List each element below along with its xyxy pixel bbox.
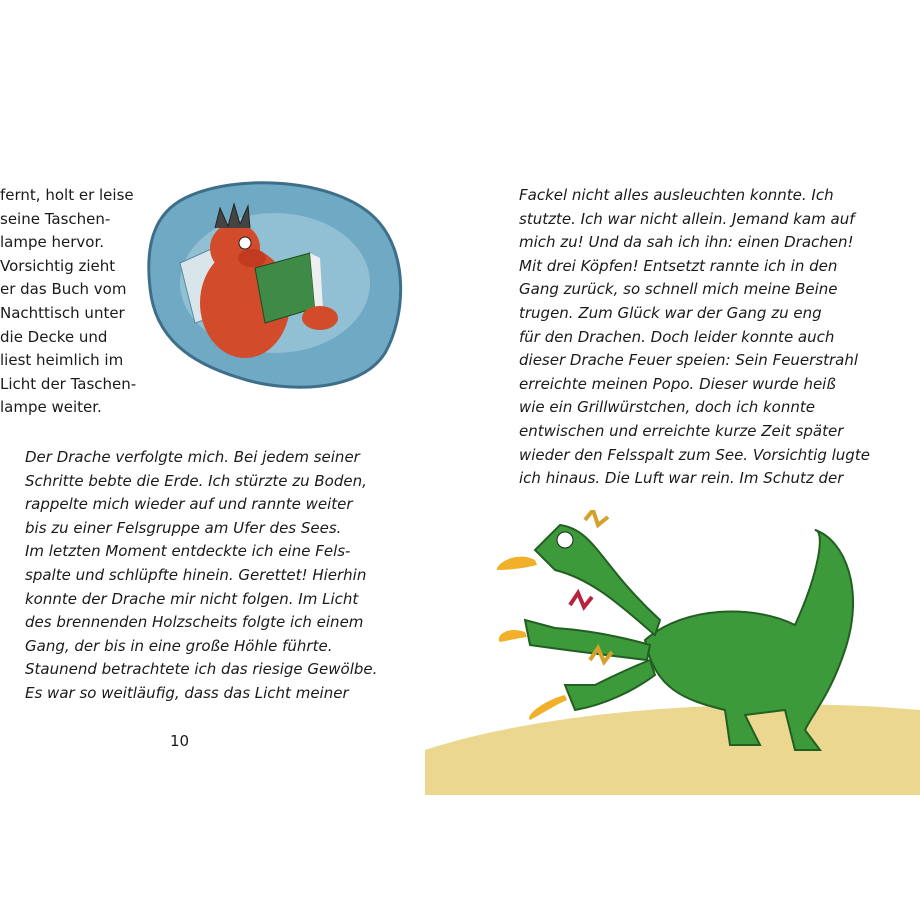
text-line: Fackel nicht alles ausleuchten konnte. Ich [519,186,834,204]
text-line: liest heimlich im [0,351,124,370]
text-line: seine Taschen- [0,209,111,228]
text-line: Im letzten Moment entdeckte ich eine Fels- [25,542,351,561]
text-line: wie ein Grillwürstchen, doch ich konnte [519,398,815,417]
text-line: rappelte mich wieder auf und rannte weiter [25,495,353,514]
text-line: Gang zurück, so schnell mich meine Beine [519,280,838,299]
text-line: für den Drachen. Doch leider konnte auch [519,327,835,346]
text-line: des brennenden Holzscheits folgte ich einem [25,613,364,632]
text-line: ich hinaus. Die Luft war rein. Im Schutz der [519,469,844,488]
text-line: lampe hervor. [0,233,105,252]
text-line: wieder den Felsspalt zum See. Vorsichtig lugte [519,445,870,464]
three-headed-dragon-illustration [425,510,920,800]
text-line: Licht der Taschen- [0,374,137,393]
text-line: dieser Drache Feuer speien: Sein Feuerstrahl [519,351,859,370]
wrap-text [0,184,136,420]
text-line: konnte der Drache mir nicht folgen. Im Licht [25,589,359,608]
text-line: Es war so weitläufig, dass das Licht meiner [25,683,349,702]
reading-child-illustration [145,178,410,393]
text-line: Gang, der bis in eine große Höhle führte. [25,636,333,655]
text-line: Schritte bebte die Erde. Ich stürzte zu Boden, [25,471,367,490]
page-number: 10 [170,732,190,750]
text-line: stutzte. Ich war nicht allein. Jemand kam auf [519,209,855,228]
text-line: Nachttisch unter [0,303,125,322]
text-line: Staunend betrachtete ich das riesige Gewölbe. [25,660,378,679]
text-line: entwischen und erreichte kurze Zeit später [519,421,844,440]
text-line: erreichte meinen Popo. Dieser wurde heiß [519,374,836,393]
text-line: fernt, holt er leise [0,186,134,204]
text-line: spalte und schlüpfte hinein. Gerettet! Hierhin [25,565,367,584]
right-story-text [519,184,870,491]
text-line: Der Drache verfolgte mich. Bei jedem seiner [25,448,360,466]
text-line: mich zu! Und da sah ich ihn: einen Drachen! [519,233,854,252]
text-line: lampe weiter. [0,398,102,417]
text-line: die Decke und [0,327,108,346]
text-line: Vorsichtig zieht [0,256,116,275]
text-line: bis zu einer Felsgruppe am Ufer des Sees. [25,518,342,537]
text-line: trugen. Zum Glück war der Gang zu eng [519,303,822,322]
text-line: Mit drei Köpfen! Entsetzt rannte ich in den [519,256,838,275]
text-line: er das Buch vom [0,280,127,299]
left-story-text [25,446,377,706]
